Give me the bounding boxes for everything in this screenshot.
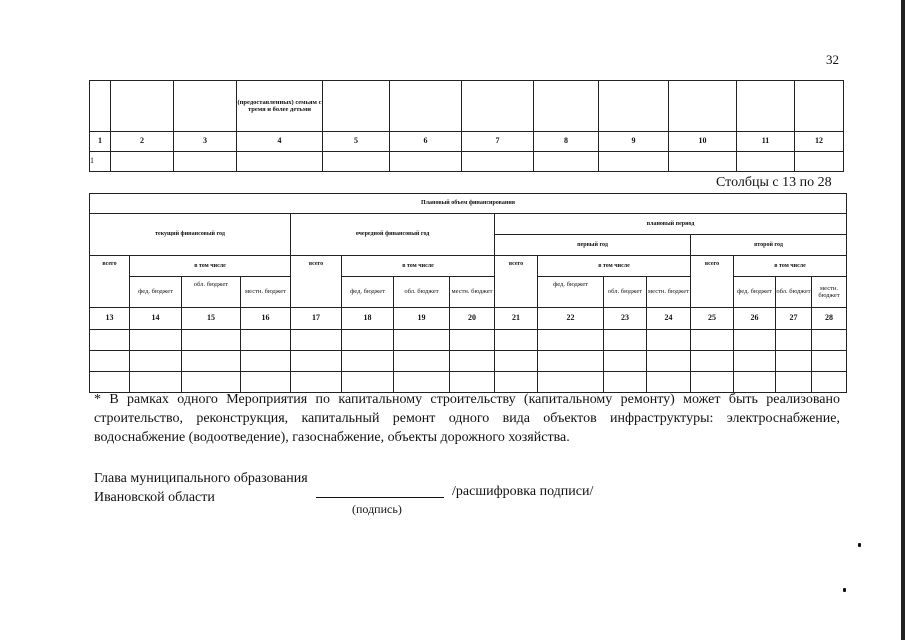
column-number: 10 (669, 132, 737, 152)
signature-block (94, 469, 308, 507)
scan-edge (901, 0, 905, 640)
signature-hint: (подпись) (352, 502, 402, 516)
second-year-header: второй год (691, 235, 847, 256)
column-number: 15 (182, 308, 241, 330)
column-number: 16 (241, 308, 291, 330)
column-number: 7 (462, 132, 534, 152)
fed-budget-header: фед. бюджет (734, 277, 776, 308)
table-row (90, 214, 847, 235)
local-budget-header: местн. бюджет (241, 277, 291, 308)
local-budget-header: местн. бюджет (647, 277, 691, 308)
column-number-row (90, 132, 844, 152)
table-row (90, 152, 844, 172)
signature-title-line2: Ивановской области (94, 490, 215, 505)
fed-budget-header: фед. бюджет (130, 277, 182, 308)
first-year-header: первый год (495, 235, 691, 256)
local-budget-header: местн. бюджет (812, 277, 847, 308)
column-number: 2 (111, 132, 174, 152)
column-number: 21 (495, 308, 538, 330)
current-year-header: текущий финансовый год (90, 214, 291, 256)
column-number: 20 (450, 308, 495, 330)
table-row (90, 351, 847, 372)
column-number-row (90, 308, 847, 330)
signature-decode: /расшифровка подписи/ (452, 484, 594, 499)
header-cell-families: (предоставленных) семьям с тремя и более детьми (237, 81, 323, 132)
fed-budget-header: фед. бюджет (342, 277, 394, 308)
including-header: в том числе (130, 256, 291, 277)
planning-period-header: плановый период (495, 214, 847, 235)
including-header: в том числе (734, 256, 847, 277)
planned-volume-header: Плановый объем финансирования (90, 194, 847, 214)
table-row (90, 194, 847, 214)
scan-speck (843, 588, 846, 592)
local-budget-header: местн. бюджет (450, 277, 495, 308)
table-row (90, 277, 847, 308)
column-number: 27 (776, 308, 812, 330)
obl-budget-header: обл. бюджет (394, 277, 450, 308)
column-number: 25 (691, 308, 734, 330)
total-header: всего (291, 256, 342, 308)
obl-budget-header: обл. бюджет (182, 277, 241, 308)
signature-line (316, 497, 444, 498)
column-number: 8 (534, 132, 599, 152)
table-row (90, 256, 847, 277)
column-number: 6 (390, 132, 462, 152)
column-number: 9 (599, 132, 669, 152)
column-number: 19 (394, 308, 450, 330)
footnote: * В рамках одного Мероприятия по капитальному строительству (капитальному ремонту) может быть реализовано строительство, реконструкция, капитальный ремонт одного вида объектов инфраструктуры: электроснабжение, водоснабжение (водоотведение), газоснабжение, объекты дорожного хозяйства. (94, 392, 840, 445)
column-number: 3 (174, 132, 237, 152)
column-number: 12 (795, 132, 844, 152)
total-header: всего (495, 256, 538, 308)
column-number: 18 (342, 308, 394, 330)
column-number: 14 (130, 308, 182, 330)
table-row (90, 330, 847, 351)
column-number: 11 (737, 132, 795, 152)
column-number: 24 (647, 308, 691, 330)
including-header: в том числе (342, 256, 495, 277)
obl-budget-header: обл. бюджет (604, 277, 647, 308)
scan-speck (858, 543, 861, 547)
total-header: всего (90, 256, 130, 308)
columns-caption: Столбцы с 13 по 28 (716, 175, 832, 190)
column-number: 22 (538, 308, 604, 330)
column-number: 28 (812, 308, 847, 330)
financing-table (89, 193, 847, 393)
column-number: 4 (237, 132, 323, 152)
column-number: 26 (734, 308, 776, 330)
column-number: 17 (291, 308, 342, 330)
column-number: 5 (323, 132, 390, 152)
signature-title-line1: Глава муниципального образования (94, 471, 308, 486)
row-number: 1 (90, 152, 111, 172)
including-header: в том числе (538, 256, 691, 277)
total-header: всего (691, 256, 734, 308)
page-number: 32 (826, 52, 839, 67)
fed-budget-header: фед. бюджет (538, 277, 604, 308)
column-number: 23 (604, 308, 647, 330)
next-year-header: очередной финансовый год (291, 214, 495, 256)
top-table (89, 80, 844, 172)
obl-budget-header: обл. бюджет (776, 277, 812, 308)
table-row (90, 81, 844, 132)
column-number: 13 (90, 308, 130, 330)
column-number: 1 (90, 132, 111, 152)
